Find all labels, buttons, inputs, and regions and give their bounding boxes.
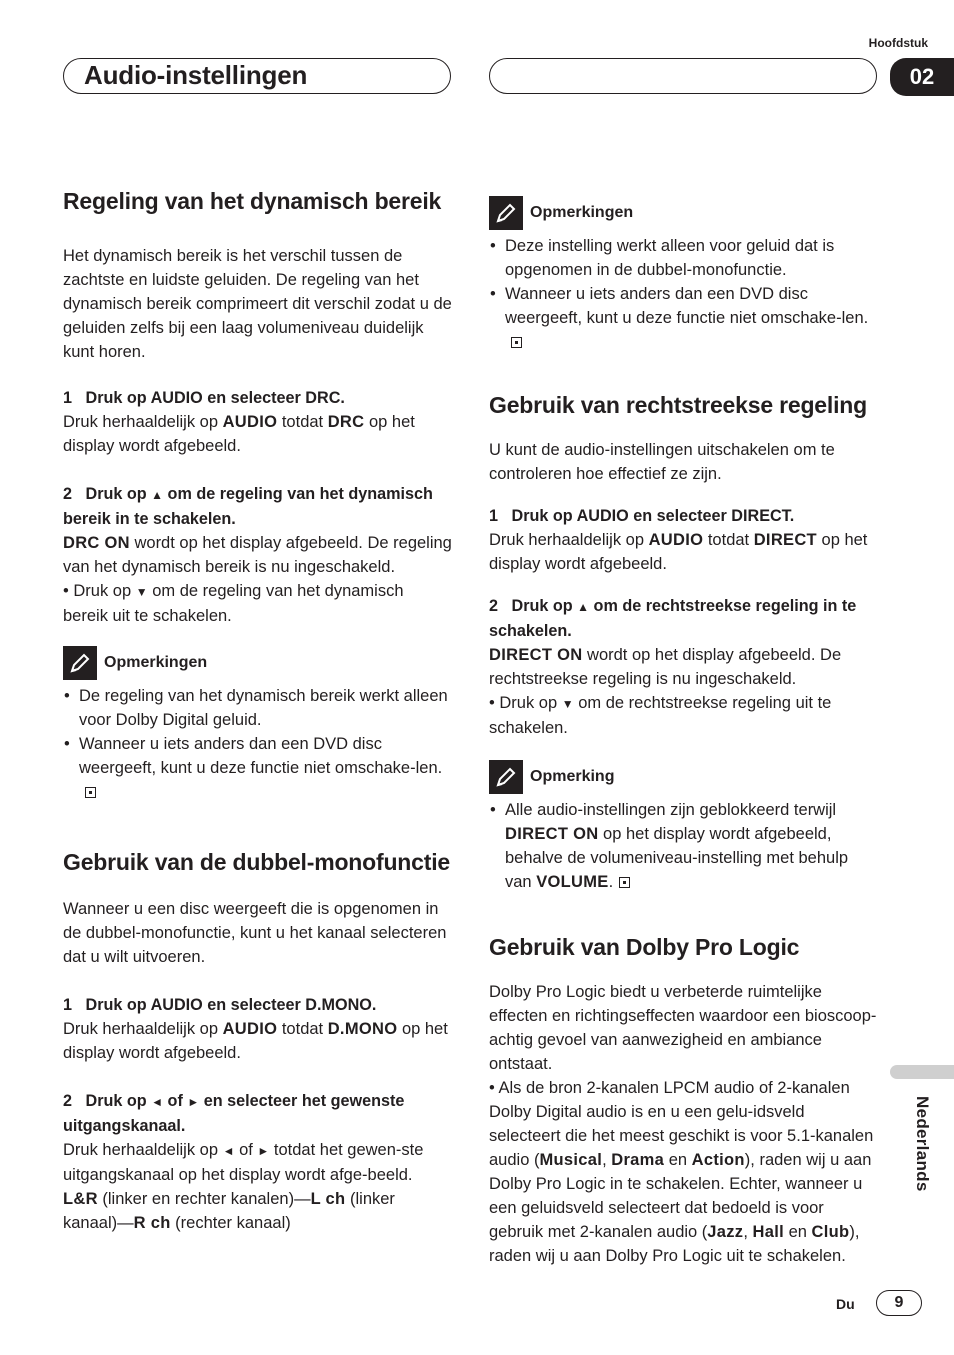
up-arrow-icon: ▲: [577, 600, 590, 614]
page-number: 9: [876, 1290, 922, 1316]
section-heading-direct: Gebruik van rechtstreekse regeling: [489, 392, 867, 418]
drc-step1-heading: 1 Druk op AUDIO en selecteer DRC.: [63, 389, 345, 407]
left-arrow-icon: ◄: [222, 1144, 235, 1158]
list-item: • Wanneer u iets anders dan een DVD disc weergeeft, kunt u deze functie niet omschake-len.: [63, 732, 453, 804]
right-column: [489, 196, 879, 1268]
left-column: [63, 186, 453, 1235]
direct-step2-bullet: • Druk op ▼ om de rechtstreekse regeling uit te schakelen.: [489, 694, 832, 737]
pencil-note-icon: [63, 646, 97, 680]
direct-note-header: [489, 760, 879, 794]
direct-step2-body: DIRECT ON wordt op het display afgebeeld. De rechtstreekse regeling is nu ingeschakeld.: [489, 646, 842, 688]
up-arrow-icon: ▲: [151, 488, 164, 502]
pencil-note-icon: [489, 760, 523, 794]
list-item: • Wanneer u iets anders dan een DVD disc weergeeft, kunt u deze functie niet omschake-len.: [489, 282, 879, 354]
section-heading-drc: Regeling van het dynamisch bereik: [63, 188, 442, 214]
direct-step1-heading: 1 Druk op AUDIO en selecteer DIRECT.: [489, 507, 795, 525]
pencil-note-icon: [489, 196, 523, 230]
chapter-label: Hoofdstuk: [868, 36, 928, 50]
dual-mono-notes-header: [489, 196, 879, 230]
end-mark-icon: [619, 877, 630, 888]
dual-mono-step1-heading: 1 Druk op AUDIO en selecteer D.MONO.: [63, 996, 377, 1014]
dual-mono-notes-list: [489, 234, 879, 354]
prologic-intro: Dolby Pro Logic biedt u verbeterde ruimtelijke effecten en richtingseffecten waardoor een bioscoop-achtig gevoel van aanwezigheid en ambiance ontstaat.: [489, 983, 877, 1073]
direct-note-list: [489, 798, 879, 894]
drc-notes-header: [63, 646, 453, 680]
drc-step2-bullet: • Druk op ▼ om de regeling van het dynamisch bereik uit te schakelen.: [63, 582, 404, 625]
drc-step2-heading: 2 Druk op ▲ om de regeling van het dynamisch bereik in te schakelen.: [63, 485, 433, 528]
direct-step1-body: Druk herhaaldelijk op AUDIO totdat DIRECT op het display wordt afgebeeld.: [489, 531, 868, 573]
header-empty-box: [489, 58, 877, 94]
drc-step2-body: DRC ON wordt op het display afgebeeld. De regeling van het dynamisch bereik is nu ingeschakeld.: [63, 534, 452, 576]
dual-mono-channels: L&R (linker en rechter kanalen)—L ch (linker kanaal)—R ch (rechter kanaal): [63, 1190, 395, 1232]
direct-step2-heading: 2 Druk op ▲ om de rechtstreekse regeling in te schakelen.: [489, 597, 857, 640]
prologic-bullet: • Als de bron 2-kanalen LPCM audio of 2-kanalen Dolby Digital audio is en u een gelu-idsveld selecteert die het meest geschikt is voor 5.1-kanalen audio (Musical, Drama en Action), raden wij u aan Dolby Pro Logic in te schakelen. Echter, wanneer u een geluidsveld selecteert dat bedoeld is voor gebruik met 2-kanalen audio (Jazz, Hall en Club), raden wij u aan Dolby Pro Logic uit te schakelen.: [489, 1079, 874, 1265]
drc-intro: Het dynamisch bereik is het verschil tussen de zachtste en luidste geluiden. De regeling van het dynamisch bereik comprimeert dit verschil zodat u de geluiden zelfs bij een laag volumeniveau duidelijk kunt horen.: [63, 247, 452, 361]
left-arrow-icon: ◄: [151, 1095, 164, 1109]
list-item: • Deze instelling werkt alleen voor geluid dat is opgenomen in de dubbel-monofunctie.: [489, 234, 879, 282]
down-arrow-icon: ▼: [135, 585, 148, 599]
language-tab-marker: [890, 1065, 954, 1079]
dual-mono-step1-body: Druk herhaaldelijk op AUDIO totdat D.MONO op het display wordt afgebeeld.: [63, 1020, 448, 1062]
dual-mono-step2-body: Druk herhaaldelijk op ◄ of ► totdat het gewen-ste uitgangskanaal op het display wordt afge-beeld.: [63, 1141, 424, 1184]
end-mark-icon: [511, 337, 522, 348]
down-arrow-icon: ▼: [561, 697, 574, 711]
direct-intro: U kunt de audio-instellingen uitschakelen om te controleren hoe effectief ze zijn.: [489, 441, 835, 483]
chapter-number-tab: 02: [890, 58, 954, 96]
note-label: Opmerking: [530, 768, 615, 785]
footer-language-code: Du: [836, 1296, 855, 1312]
list-item: • Alle audio-instellingen zijn geblokkeerd terwijl DIRECT ON op het display wordt afgebeeld, behalve de volumeniveau-instelling met behulp van VOLUME.: [489, 798, 879, 894]
dual-mono-intro: Wanneer u een disc weergeeft die is opgenomen in de dubbel-monofunctie, kunt u het kanaal selecteren dat u wilt uitvoeren.: [63, 900, 447, 966]
section-heading-dual-mono: Gebruik van de dubbel-monofunctie: [63, 849, 450, 875]
title-box: [63, 58, 451, 94]
page-title: Audio-instellingen: [84, 60, 308, 90]
list-item: • De regeling van het dynamisch bereik werkt alleen voor Dolby Digital geluid.: [63, 684, 453, 732]
section-heading-prologic: Gebruik van Dolby Pro Logic: [489, 934, 800, 960]
right-arrow-icon: ►: [257, 1144, 270, 1158]
notes-label: Opmerkingen: [530, 204, 634, 221]
drc-step1-body: Druk herhaaldelijk op AUDIO totdat DRC op het display wordt afgebeeld.: [63, 413, 415, 455]
end-mark-icon: [85, 787, 96, 798]
drc-notes-list: [63, 684, 453, 804]
notes-label: Opmerkingen: [104, 654, 208, 671]
language-label: Nederlands: [913, 1096, 932, 1192]
dual-mono-step2-heading: 2 Druk op ◄ of ► en selecteer het gewenste uitgangskanaal.: [63, 1092, 405, 1135]
right-arrow-icon: ►: [187, 1095, 200, 1109]
